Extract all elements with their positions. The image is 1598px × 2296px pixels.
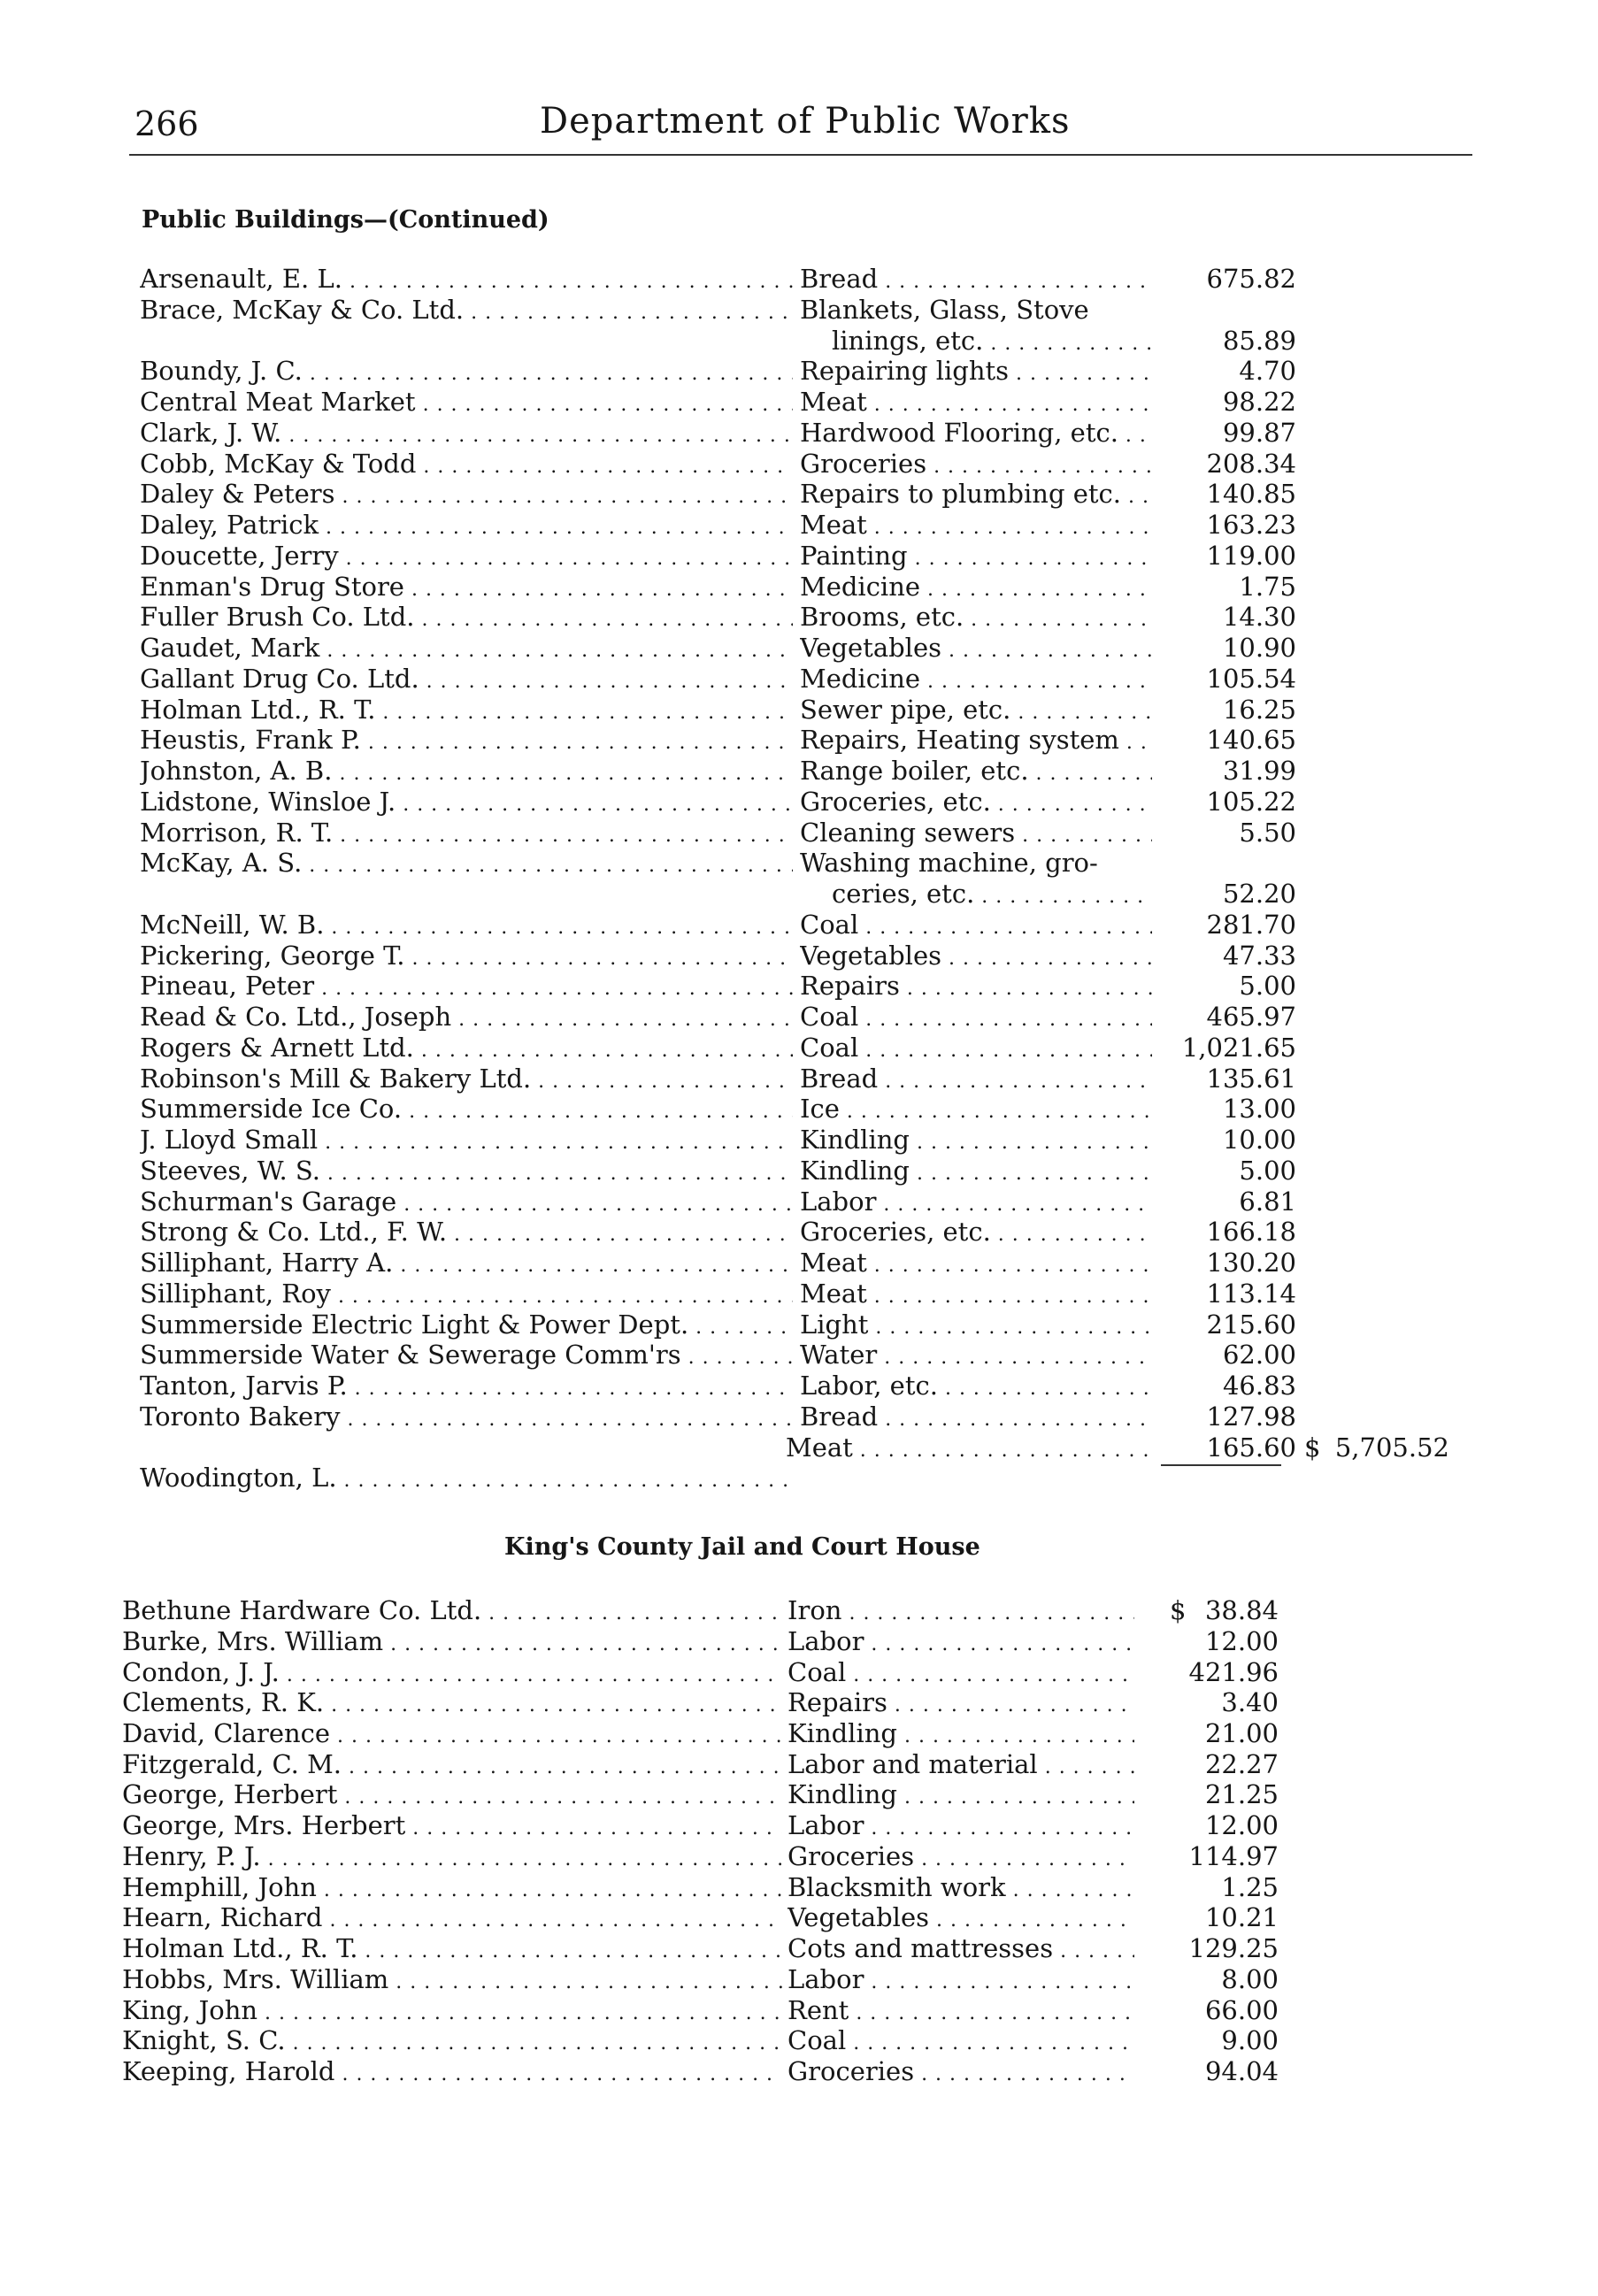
page-header — [134, 99, 1467, 152]
payee-name: McNeill, W. B. . . . — [140, 910, 793, 943]
amount: 135.61 — [1206, 1063, 1296, 1094]
item-description: Washing machine, gro- — [800, 848, 1098, 879]
list-item — [0, 664, 1598, 695]
payee-name: Steeves, W. S. . . . — [140, 1156, 793, 1189]
payee-name: Holman Ltd., R. T. . . . — [140, 695, 793, 728]
list-item — [0, 418, 1598, 449]
payee-name: Daley & Peters . . . — [140, 479, 793, 512]
payee-name: Clark, J. W. . . . — [140, 418, 793, 451]
item-description: Coal . . . — [800, 1002, 1152, 1035]
amount: 31.99 — [1222, 756, 1296, 786]
payee-name: Strong & Co. Ltd., F. W. . . . — [140, 1217, 793, 1250]
amount: 163.23 — [1206, 510, 1296, 540]
amount: 12.00 — [1204, 1810, 1279, 1841]
list-item — [0, 1463, 1598, 1494]
payee-name: Condon, J. J. . . . — [122, 1657, 782, 1691]
payee-name: Pineau, Peter . . . — [140, 971, 793, 1004]
amount: 3.40 — [1221, 1687, 1279, 1718]
item-description: Bread . . . — [800, 1064, 1152, 1097]
amount: 38.84 — [1204, 1595, 1279, 1625]
section-heading-kings-county-jail: King's County Jail and Court House — [504, 1533, 980, 1561]
amount: 14.30 — [1222, 602, 1296, 633]
item-description: linings, etc. . . . — [832, 326, 1152, 359]
item-description: Kindling . . . — [800, 1156, 1152, 1189]
amount: 105.22 — [1206, 786, 1296, 817]
list-item — [0, 1401, 1598, 1432]
amount: 127.98 — [1206, 1401, 1296, 1432]
amount: 675.82 — [1206, 264, 1296, 294]
list-item — [0, 1995, 1598, 2026]
amount: 12.00 — [1204, 1625, 1279, 1656]
list-item — [0, 572, 1598, 603]
item-description: Meat . . . — [800, 1248, 1152, 1281]
dollar-sign: $ — [1170, 1595, 1187, 1625]
list-item — [0, 1964, 1598, 1995]
item-description: Repairs, Heating system . . . — [800, 725, 1152, 758]
amount: 62.00 — [1222, 1340, 1296, 1371]
item-description: Repairing lights . . . — [800, 356, 1152, 389]
list-item — [0, 1933, 1598, 1964]
list-item — [0, 356, 1598, 387]
amount: 129.25 — [1188, 1933, 1279, 1963]
item-description: Blankets, Glass, Stove — [800, 294, 1089, 325]
amount: 4.70 — [1239, 356, 1296, 387]
payee-name: Gallant Drug Co. Ltd. . . . — [140, 664, 793, 697]
list-item — [0, 1718, 1598, 1749]
amount: 85.89 — [1222, 325, 1296, 356]
amount: 5.00 — [1239, 1155, 1296, 1186]
item-description: Groceries . . . — [787, 1841, 1134, 1875]
payee-name: Hobbs, Mrs. William . . . — [122, 1964, 782, 1998]
payee-name: Bethune Hardware Co. Ltd. . . . — [122, 1595, 782, 1629]
item-description: Coal . . . — [800, 910, 1152, 943]
list-item — [0, 1371, 1598, 1401]
list-item — [0, 756, 1598, 787]
list-item — [0, 1657, 1598, 1688]
amount: 421.96 — [1188, 1656, 1279, 1687]
item-description: Brooms, etc. . . . — [800, 602, 1152, 635]
item-description: Groceries, etc. . . . — [800, 787, 1152, 820]
amount: 10.21 — [1204, 1902, 1279, 1933]
list-item — [0, 1810, 1598, 1841]
payee-name: Johnston, A. B. . . . — [140, 756, 793, 789]
item-description: Repairs . . . — [787, 1687, 1134, 1721]
list-item — [0, 1186, 1598, 1217]
list-item — [0, 1002, 1598, 1033]
payee-name: Summerside Water & Sewerage Comm'rs . . . — [140, 1340, 793, 1373]
item-description: Vegetables . . . — [787, 1902, 1134, 1936]
list-item — [0, 1125, 1598, 1156]
list-item — [0, 1872, 1598, 1903]
amount: 13.00 — [1222, 1094, 1296, 1125]
item-description: Coal . . . — [787, 2025, 1134, 2059]
amount: 8.00 — [1221, 1963, 1279, 1994]
item-description: Bread . . . — [800, 1401, 1152, 1435]
list-item — [0, 326, 1598, 357]
list-item — [0, 848, 1598, 879]
payee-name: Silliphant, Harry A. . . . — [140, 1248, 793, 1281]
payee-name: Holman Ltd., R. T. . . . — [122, 1933, 782, 1967]
amount: 5.50 — [1239, 817, 1296, 848]
item-description: Water . . . — [800, 1340, 1152, 1373]
item-description: Groceries . . . — [800, 449, 1152, 482]
item-description: Meat . . . — [800, 387, 1152, 420]
amount: 10.90 — [1222, 633, 1296, 663]
amount: 215.60 — [1206, 1309, 1296, 1340]
list-item — [0, 879, 1598, 910]
amount: 66.00 — [1204, 1994, 1279, 2025]
list-item — [0, 1156, 1598, 1186]
payee-name: McKay, A. S. . . . — [140, 848, 793, 881]
item-description: Vegetables . . . — [800, 633, 1152, 666]
item-description: Rent . . . — [787, 1995, 1134, 2029]
item-description: Bread . . . — [800, 264, 1152, 297]
item-description: Labor . . . — [787, 1810, 1134, 1844]
item-description: Coal . . . — [787, 1657, 1134, 1691]
item-description: Vegetables . . . — [800, 941, 1152, 974]
list-item — [0, 1309, 1598, 1340]
list-item — [0, 1064, 1598, 1094]
list-item — [0, 633, 1598, 664]
payee-name: Knight, S. C. . . . — [122, 2025, 782, 2059]
payee-name: Woodington, L. . . . — [140, 1463, 793, 1496]
item-description: Iron . . . — [787, 1595, 1134, 1629]
payee-name: Silliphant, Roy . . . — [140, 1279, 793, 1312]
payee-name: Rogers & Arnett Ltd. . . . — [140, 1033, 793, 1066]
section-total: 5,705.52 — [1334, 1432, 1449, 1463]
list-item — [0, 1340, 1598, 1371]
item-description: Light . . . — [800, 1309, 1152, 1343]
amount: 47.33 — [1222, 940, 1296, 971]
item-description: Range boiler, etc. . . . — [800, 756, 1152, 789]
amount: 9.00 — [1221, 2025, 1279, 2056]
amount: 21.25 — [1204, 1779, 1279, 1810]
payee-name: Hearn, Richard . . . — [122, 1902, 782, 1936]
item-description: Painting . . . — [800, 541, 1152, 574]
list-item — [0, 2025, 1598, 2056]
header-rule — [129, 154, 1472, 156]
amount: 1,021.65 — [1181, 1032, 1296, 1063]
list-item — [0, 295, 1598, 326]
item-description: Hardwood Flooring, etc. . . . — [800, 418, 1152, 451]
list-item — [0, 1033, 1598, 1064]
list-item — [0, 510, 1598, 541]
payee-name: Doucette, Jerry . . . — [140, 541, 793, 574]
item-description: Labor . . . — [787, 1964, 1134, 1998]
item-description: Cleaning sewers . . . — [800, 818, 1152, 851]
amount: 119.00 — [1206, 540, 1296, 571]
amount: 1.75 — [1239, 571, 1296, 602]
item-description: Groceries . . . — [787, 2056, 1134, 2090]
list-item — [0, 1094, 1598, 1125]
payee-name: Toronto Bakery . . . — [140, 1401, 793, 1435]
amount: 113.14 — [1206, 1278, 1296, 1309]
amount: 208.34 — [1206, 448, 1296, 479]
list-item — [0, 264, 1598, 295]
amount: 166.18 — [1206, 1217, 1296, 1248]
amount: 105.54 — [1206, 663, 1296, 694]
payee-name: Arsenault, E. L. . . . — [140, 264, 793, 297]
page-title: Department of Public Works — [540, 101, 1071, 142]
payee-name: Heustis, Frank P. . . . — [140, 725, 793, 758]
item-description: Kindling . . . — [787, 1779, 1134, 1813]
amount: 1.25 — [1221, 1871, 1279, 1902]
payee-name: Fuller Brush Co. Ltd. . . . — [140, 602, 793, 635]
amount: 140.85 — [1206, 479, 1296, 510]
item-description: Kindling . . . — [787, 1718, 1134, 1752]
payee-name: Keeping, Harold . . . — [122, 2056, 782, 2090]
payee-name: Central Meat Market . . . — [140, 387, 793, 420]
item-description: Meat . . . — [800, 1279, 1152, 1312]
payee-name: David, Clarence . . . — [122, 1718, 782, 1752]
item-description: Labor and material . . . — [787, 1749, 1134, 1783]
total-underline — [1161, 1464, 1281, 1466]
item-description: Medicine . . . — [800, 572, 1152, 605]
total-dollar-sign: $ — [1304, 1432, 1321, 1463]
item-description: Kindling . . . — [800, 1125, 1152, 1158]
payee-name: Cobb, McKay & Todd . . . — [140, 449, 793, 482]
list-item — [0, 602, 1598, 633]
item-description: Groceries, etc. . . . — [800, 1217, 1152, 1250]
amount: 94.04 — [1204, 2055, 1279, 2086]
payee-name: J. Lloyd Small . . . — [140, 1125, 793, 1158]
list-item — [0, 1779, 1598, 1810]
list-item — [0, 1217, 1598, 1248]
list-item — [0, 479, 1598, 510]
payee-name: Pickering, George T. . . . — [140, 941, 793, 974]
item-description: Labor . . . — [787, 1626, 1134, 1660]
amount: 130.20 — [1206, 1248, 1296, 1278]
list-item — [0, 1626, 1598, 1657]
item-description: Labor . . . — [800, 1186, 1152, 1220]
payee-name: Gaudet, Mark . . . — [140, 633, 793, 666]
list-item — [0, 910, 1598, 941]
payee-name: Read & Co. Ltd., Joseph . . . — [140, 1002, 793, 1035]
payee-name: Fitzgerald, C. M. . . . — [122, 1749, 782, 1783]
payee-name: Summerside Ice Co. . . . — [140, 1094, 793, 1127]
payee-name: Boundy, J. C. . . . — [140, 356, 793, 389]
payee-name: Robinson's Mill & Bakery Ltd. . . . — [140, 1064, 793, 1097]
list-item — [0, 1595, 1598, 1626]
payee-name: George, Herbert . . . — [122, 1779, 782, 1813]
item-description: Ice . . . — [800, 1094, 1152, 1127]
list-item — [0, 1749, 1598, 1780]
item-description: Labor, etc. . . . — [800, 1371, 1152, 1404]
item-description: Blacksmith work . . . — [787, 1872, 1134, 1906]
list-item — [0, 449, 1598, 480]
item-description: Repairs to plumbing etc. . . . — [800, 479, 1152, 512]
amount: 165.60 — [1206, 1432, 1296, 1463]
amount: 16.25 — [1222, 694, 1296, 725]
payee-name: Lidstone, Winsloe J. . . . — [140, 787, 793, 820]
payee-name: George, Mrs. Herbert . . . — [122, 1810, 782, 1844]
list-item — [0, 695, 1598, 726]
list-item — [0, 1902, 1598, 1933]
amount: 114.97 — [1188, 1840, 1279, 1871]
list-item — [0, 541, 1598, 572]
payee-name: Hemphill, John . . . — [122, 1872, 782, 1906]
payee-name: Henry, P. J. . . . — [122, 1841, 782, 1875]
list-item — [0, 818, 1598, 849]
list-item — [0, 971, 1598, 1002]
amount: 22.27 — [1204, 1748, 1279, 1779]
payee-name: Schurman's Garage . . . — [140, 1186, 793, 1220]
amount: 46.83 — [1222, 1371, 1296, 1401]
payee-name: Burke, Mrs. William . . . — [122, 1626, 782, 1660]
item-description: Coal . . . — [800, 1033, 1152, 1066]
list-item — [0, 387, 1598, 418]
item-description: ceries, etc. . . . — [832, 879, 1152, 912]
amount: 281.70 — [1206, 909, 1296, 940]
amount: 140.65 — [1206, 725, 1296, 756]
page-number: 266 — [134, 104, 199, 143]
amount: 98.22 — [1222, 387, 1296, 417]
list-item — [0, 1841, 1598, 1872]
list-item — [0, 1248, 1598, 1279]
payee-name: Brace, McKay & Co. Ltd. . . . — [140, 295, 793, 328]
item-description: Repairs . . . — [800, 971, 1152, 1004]
amount: 52.20 — [1222, 879, 1296, 909]
section-heading-public-buildings: Public Buildings—(Continued) — [142, 206, 549, 234]
payee-name: Daley, Patrick . . . — [140, 510, 793, 543]
item-description: Sewer pipe, etc. . . . — [800, 695, 1152, 728]
item-description: Cots and mattresses . . . — [787, 1933, 1134, 1967]
payee-name: Tanton, Jarvis P. . . . — [140, 1371, 793, 1404]
amount: 5.00 — [1239, 971, 1296, 1002]
list-item — [0, 2056, 1598, 2087]
amount: 99.87 — [1222, 417, 1296, 448]
item-description: Medicine . . . — [800, 664, 1152, 697]
payee-name: Clements, R. K. . . . — [122, 1687, 782, 1721]
item-description: Meat . . . — [786, 1432, 1152, 1466]
list-item — [0, 941, 1598, 971]
list-item — [0, 1687, 1598, 1718]
amount: 21.00 — [1204, 1717, 1279, 1748]
list-item — [0, 725, 1598, 756]
amount: 10.00 — [1222, 1125, 1296, 1155]
payee-name: Summerside Electric Light & Power Dept. . . . — [140, 1309, 793, 1343]
list-item — [0, 1279, 1598, 1309]
payee-name: Morrison, R. T. . . . — [140, 818, 793, 851]
payee-name: Enman's Drug Store . . . — [140, 572, 793, 605]
amount: 6.81 — [1239, 1186, 1296, 1217]
item-description: Meat . . . — [800, 510, 1152, 543]
amount: 465.97 — [1206, 1002, 1296, 1032]
list-item — [0, 787, 1598, 818]
payee-name: King, John . . . — [122, 1995, 782, 2029]
